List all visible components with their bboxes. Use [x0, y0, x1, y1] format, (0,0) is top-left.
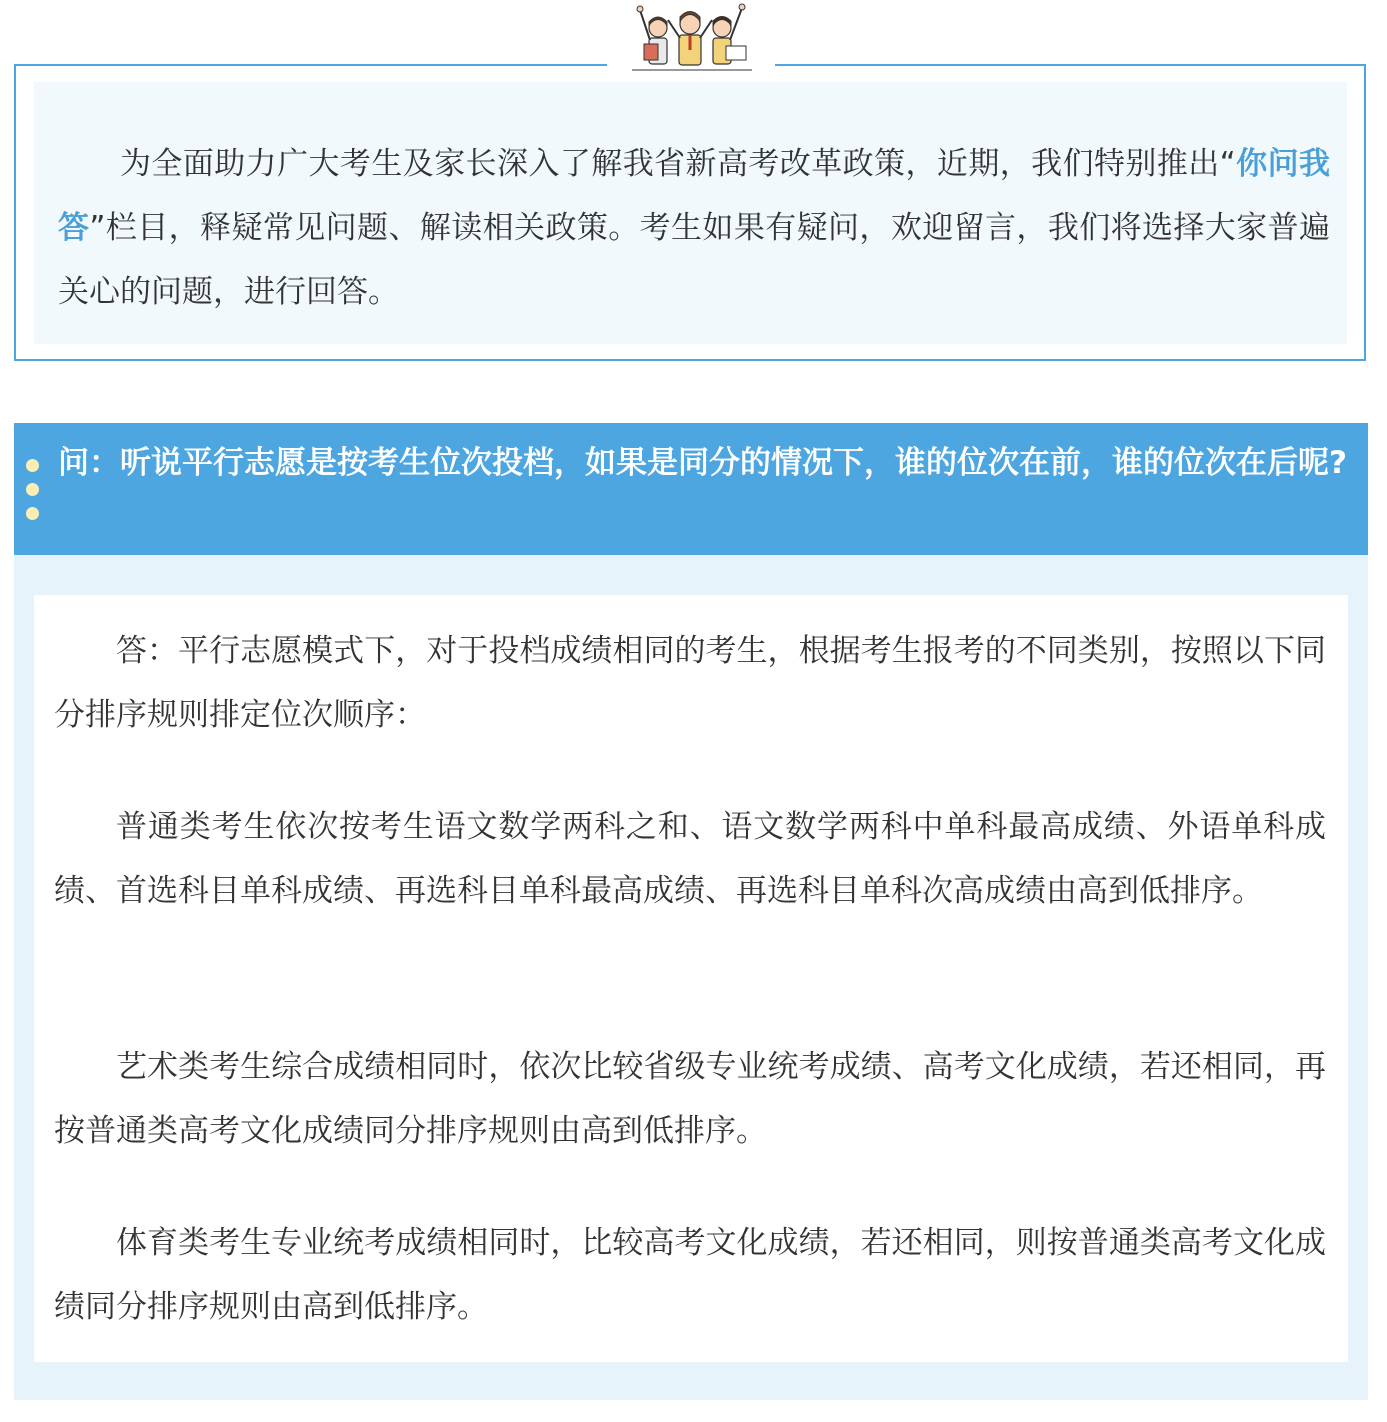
dot-icon	[26, 483, 39, 496]
intro-text-after: ”栏目，释疑常见问题、解读相关政策。考生如果有疑问，欢迎留言，我们将选择大家普遍关心的问题，进行回答。	[58, 210, 1331, 310]
question-bar	[14, 423, 1368, 555]
yellow-dots-icon	[26, 457, 40, 523]
students-cheering-illustration-icon	[622, 0, 762, 72]
dot-icon	[26, 459, 39, 472]
answer-paragraph-art: 艺术类考生综合成绩相同时，依次比较省级专业统考成绩、高考文化成绩，若还相同，再按普通类高考文化成绩同分排序规则由高到低排序。	[54, 1049, 1326, 1149]
question-text: 问：听说平行志愿是按考生位次投档，如果是同分的情况下，谁的位次在前，谁的位次在后呢?	[58, 445, 1347, 481]
answer-paragraph-sports: 体育类考生专业统考成绩相同时，比较高考文化成绩，若还相同，则按普通类高考文化成绩同分排序规则由高到低排序。	[54, 1225, 1326, 1325]
answer-paragraph-intro: 答：平行志愿模式下，对于投档成绩相同的考生，根据考生报考的不同类别，按照以下同分排序规则排定位次顺序：	[54, 633, 1326, 733]
intro-panel	[34, 82, 1347, 344]
intro-paragraph	[58, 132, 1330, 324]
column-name-highlight: 你问我答	[58, 146, 1331, 246]
answer-paragraph-general: 普通类考生依次按考生语文数学两科之和、语文数学两科中单科最高成绩、外语单科成绩、首选科目单科成绩、再选科目单科最高成绩、再选科目单科次高成绩由高到低排序。	[54, 809, 1326, 909]
answer-area	[14, 555, 1368, 1400]
dot-icon	[26, 507, 39, 520]
intro-text-before: 为全面助力广大考生及家长深入了解我省新高考改革政策，近期，我们特别推出“	[120, 146, 1236, 182]
answer-card	[34, 595, 1348, 1362]
intro-box	[14, 64, 1366, 361]
